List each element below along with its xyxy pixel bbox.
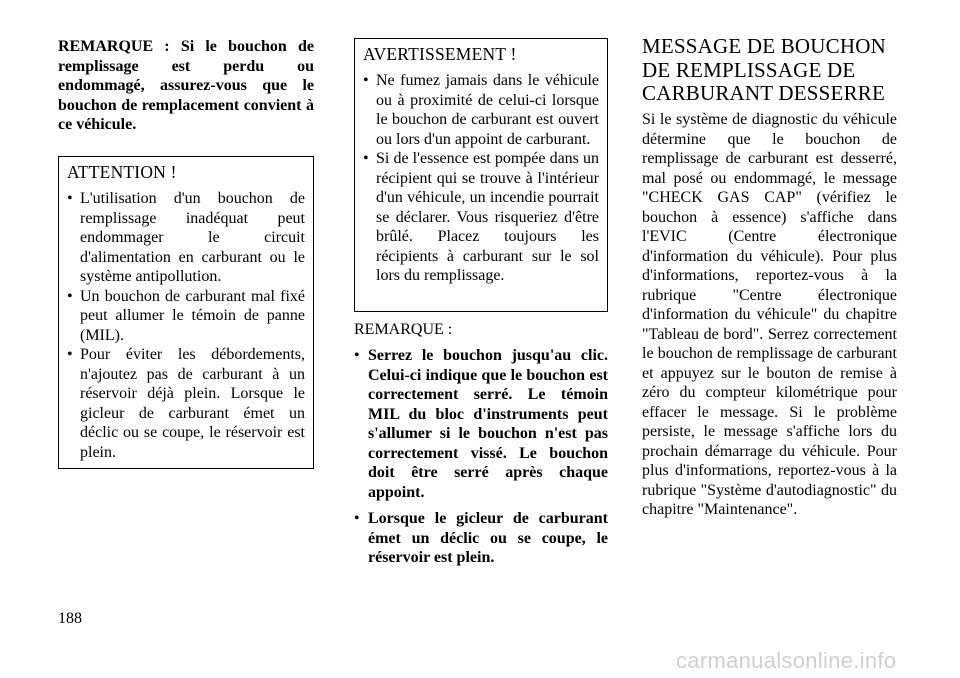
note-item: • Lorsque le gicleur de carburant émet un déclic ou se coupe, le réservoir est plein. (354, 509, 608, 568)
section-body: Si le système de diagnostic du véhicule détermine que le bouchon de remplissage de carburant est desserré, mal posé ou endommagé, le message "CHECK GAS CAP" (vérifiez le bouchon à essence) s'affiche dans l'EVIC (Centre électronique d'information du véhicule). Pour plus d'informations, reportez-vous à la rubrique "Centre électronique d'information du véhicule" du chapitre "Tableau de bord". Serrez correctement le bouchon de remplissage de carburant et appuyez sur le bouton de remise à zéro du compteur kilométrique pour effacer le message. Si le problème persiste, le message s'affiche lors du prochain démarrage du véhicule. Pour plus d'informations, reportez-vous à la rubrique "Système d'autodiagnostic" du chapitre "Maintenance". (642, 111, 897, 518)
caution-item: • Un bouchon de carburant mal fixé peut allumer le témoin de panne (MIL). (67, 287, 305, 346)
note-label: REMARQUE : (354, 321, 453, 338)
warning-item: • Si de l'essence est pompée dans un récipient qui se trouve à l'intérieur d'un véhicule, un incendie pourrait se déclarer. Vous risqueriez d'être brûlé. Placez toujours les récipients à carburant sur le sol lors du remplissage. (363, 149, 599, 286)
warning-list (363, 71, 599, 286)
caution-title: ATTENTION ! (67, 162, 177, 182)
note-list (354, 346, 608, 568)
caution-item: • Pour éviter les débordements, n'ajoutez pas de carburant à un réservoir déjà plein. Lorsque le gicleur de carburant émet un déclic ou se coupe, le réservoir est plein. (67, 345, 305, 462)
watermark: carmanualsonline.info (676, 648, 897, 673)
warning-box (354, 38, 608, 312)
section-heading: MESSAGE DE BOUCHON DE REMPLISSAGE DE CARBURANT DESSERRE (642, 34, 886, 105)
replacement-cap-note: REMARQUE : Si le bouchon de remplissage est perdu ou endommagé, assurez-vous que le bouchon de remplacement convient à ce véhicule. (58, 38, 314, 133)
caution-item: • L'utilisation d'un bouchon de remplissage inadéquat peut endommager le circuit d'alimentation en carburant ou le système antipollution. (67, 189, 305, 287)
warning-item: • Ne fumez jamais dans le véhicule ou à proximité de celui-ci lorsque le bouchon de carburant est ouvert ou lors d'un appoint de carburant. (363, 71, 599, 149)
warning-title: AVERTISSEMENT ! (363, 44, 517, 64)
note-item: • Serrez le bouchon jusqu'au clic. Celui-ci indique que le bouchon est correctement serré. Le témoin MIL du bloc d'instruments peut s'allumer si le bouchon n'est pas correctement vissé. Le bouchon doit être serré après chaque appoint. (354, 346, 608, 502)
caution-box (58, 156, 314, 469)
page-number: 188 (58, 610, 82, 627)
caution-list (67, 189, 305, 462)
